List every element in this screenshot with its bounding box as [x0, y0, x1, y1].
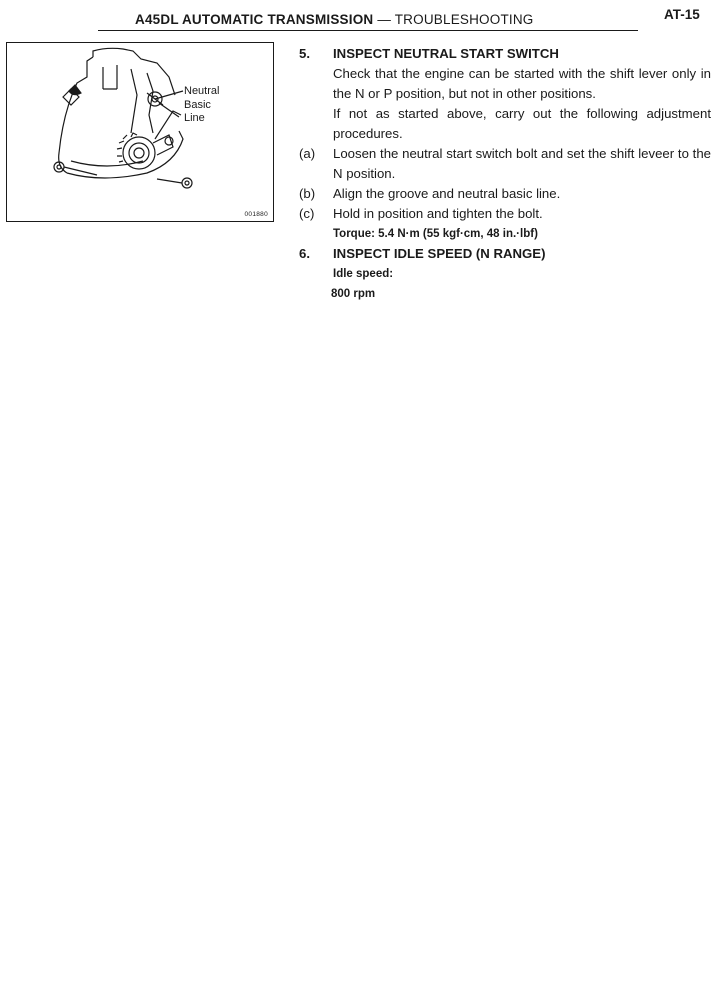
item-text: Align the groove and neutral basic line. — [333, 186, 561, 201]
header-title-main: A45DL AUTOMATIC TRANSMISSION — [135, 12, 374, 27]
idle-speed-value: 800 rpm — [331, 288, 376, 300]
figure-code: 001880 — [244, 211, 268, 218]
header-title-section: TROUBLESHOOTING — [394, 12, 534, 27]
procedure-text — [299, 44, 711, 304]
step-5-paragraph-1: Check that the engine can be started with the shift lever only in the N or P position, but not in other positions. — [333, 66, 711, 101]
step-5-number: 5. — [299, 46, 310, 61]
torque-spec: Torque: 5.4 N·m (55 kgf·cm, 48 in.·lbf) — [333, 228, 538, 240]
step-5-item-c — [299, 204, 711, 224]
step-5-item-a — [299, 144, 711, 184]
page-number: AT-15 — [664, 7, 700, 22]
step-6-title: INSPECT IDLE SPEED (N RANGE) — [333, 246, 546, 261]
item-label: (c) — [299, 206, 315, 221]
page-header — [98, 10, 638, 31]
step-5-paragraph-2: If not as started above, carry out the following adjustment procedures. — [333, 106, 711, 141]
neutral-basic-line-callout — [184, 85, 219, 126]
item-label: (a) — [299, 146, 316, 161]
item-label: (b) — [299, 186, 316, 201]
step-5-heading — [299, 44, 711, 64]
item-text: Loosen the neutral start switch bolt and set the shift leveer to the N position. — [333, 146, 711, 181]
step-6-number: 6. — [299, 246, 310, 261]
step-5-item-b — [299, 184, 711, 204]
callout-line-3: Line — [184, 112, 205, 124]
header-title — [135, 12, 534, 27]
item-text: Hold in position and tighten the bolt. — [333, 206, 543, 221]
figure-box — [6, 42, 274, 222]
callout-line-2: Basic — [184, 98, 211, 111]
step-6-heading — [299, 244, 711, 264]
neutral-start-switch-diagram-icon — [7, 43, 273, 221]
idle-speed-label: Idle speed: — [333, 268, 394, 280]
step-5-title: INSPECT NEUTRAL START SWITCH — [333, 46, 559, 61]
callout-line-1: Neutral — [184, 85, 220, 97]
header-title-separator: — — [373, 12, 395, 27]
